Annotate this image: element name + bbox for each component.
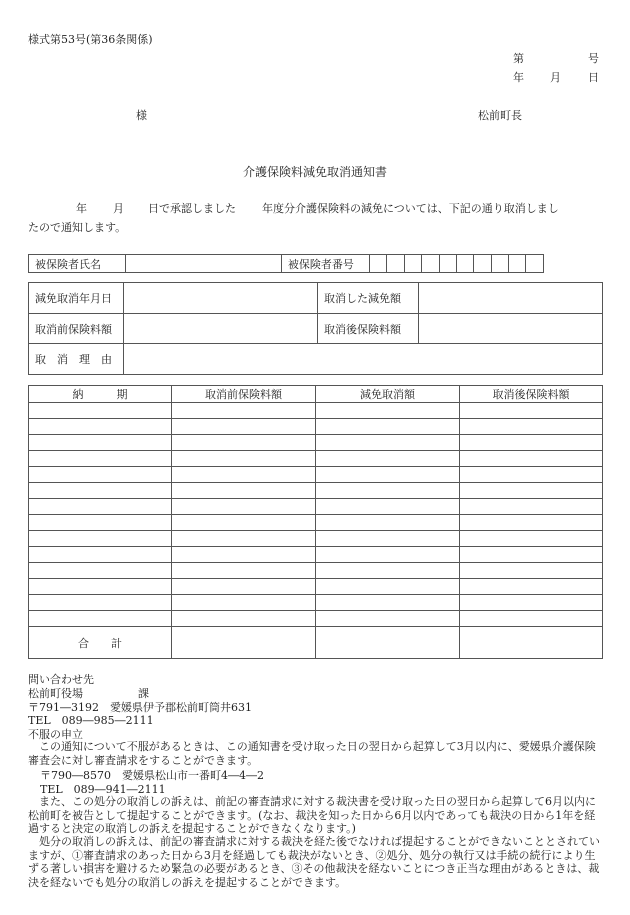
appeal-paragraph-1: この通知について不服があるときは、この通知書を受け取った日の翌日から起算して3月以内に、愛媛県介護保険審査会に対し審査請求をすることができます。 xyxy=(28,740,596,767)
appeal-paragraph-3: 処分の取消しの訴えは、前記の審査請求に対する裁決を経た後でなければ提起することができないこととされていますが、①審査請求のあった日から3月を経過しても裁決がないとき、②処分、処分の執行又は手続の続行により生ずる著しい損害を避けるため緊急の必要があるとき、③その他裁決を経ないことにつき正当な理由があるときは、裁決を経ないでも処分の取消しの訴えを提起することができます。 xyxy=(28,835,600,890)
cell[interactable] xyxy=(172,403,316,419)
issue-date-month: 月 xyxy=(550,71,561,84)
insured-number-digit[interactable] xyxy=(439,255,456,273)
table-row xyxy=(29,579,603,595)
cell[interactable] xyxy=(460,595,603,611)
cell[interactable] xyxy=(29,419,172,435)
cell[interactable] xyxy=(316,579,460,595)
total-cancel-amount[interactable] xyxy=(316,627,460,659)
cell[interactable] xyxy=(29,403,172,419)
issue-date-year: 年 xyxy=(513,71,524,84)
cell[interactable] xyxy=(316,483,460,499)
cell[interactable] xyxy=(316,563,460,579)
contact-office: 松前町役場 xyxy=(28,687,83,700)
intro-day-text: 日で承認しました xyxy=(148,202,236,215)
table-row xyxy=(29,435,603,451)
table-row xyxy=(29,403,603,419)
cell[interactable] xyxy=(316,419,460,435)
cell[interactable] xyxy=(29,499,172,515)
cell[interactable] xyxy=(172,451,316,467)
cancel-date-field[interactable] xyxy=(124,283,318,314)
cell[interactable] xyxy=(460,499,603,515)
cell[interactable] xyxy=(316,547,460,563)
table-row xyxy=(29,515,603,531)
cell[interactable] xyxy=(316,499,460,515)
cell[interactable] xyxy=(29,563,172,579)
appeal-paragraph-2: また、この処分の取消しの訴えは、前記の審査請求に対する裁決書を受け取った日の翌日から起算して6月以内に松前町を被告として提起することができます。(なお、裁決を知った日から6月以内であっても裁決の日から1年を経過すると決定の取消しの訴えを提起することができなくなります。) xyxy=(28,795,596,836)
insured-number-label: 被保険者番号 xyxy=(281,255,369,273)
table-row xyxy=(29,611,603,627)
appeal-tel: TEL 089―941―2111 xyxy=(40,783,166,796)
insured-number-digit[interactable] xyxy=(387,255,404,273)
cell[interactable] xyxy=(29,451,172,467)
table-row xyxy=(29,419,603,435)
table-row xyxy=(29,595,603,611)
contact-address: 〒791―3192 愛媛県伊予郡松前町筒井631 xyxy=(28,701,252,714)
insured-number-digit[interactable] xyxy=(456,255,473,273)
insured-number-digit[interactable] xyxy=(369,255,386,273)
addressee-suffix: 様 xyxy=(136,109,147,122)
cell[interactable] xyxy=(316,595,460,611)
header-cancel-amount: 減免取消額 xyxy=(316,386,460,403)
cell[interactable] xyxy=(460,531,603,547)
cell[interactable] xyxy=(172,435,316,451)
insured-number-digit[interactable] xyxy=(474,255,491,273)
cell[interactable] xyxy=(172,579,316,595)
cell[interactable] xyxy=(29,595,172,611)
cell[interactable] xyxy=(29,483,172,499)
cell[interactable] xyxy=(316,531,460,547)
total-before-amount[interactable] xyxy=(172,627,316,659)
cell[interactable] xyxy=(29,611,172,627)
schedule-table xyxy=(28,385,603,659)
cell[interactable] xyxy=(460,467,603,483)
total-after-amount[interactable] xyxy=(460,627,603,659)
cell[interactable] xyxy=(316,403,460,419)
cell[interactable] xyxy=(172,563,316,579)
insured-number-digit[interactable] xyxy=(422,255,439,273)
cell[interactable] xyxy=(172,499,316,515)
reason-field[interactable] xyxy=(124,344,603,375)
table-row xyxy=(29,547,603,563)
insured-name-label: 被保険者氏名 xyxy=(29,255,126,273)
cell[interactable] xyxy=(316,515,460,531)
cell[interactable] xyxy=(29,547,172,563)
header-due-date: 納 期 xyxy=(29,386,172,403)
cell[interactable] xyxy=(29,467,172,483)
cell[interactable] xyxy=(460,451,603,467)
insured-name-field[interactable] xyxy=(126,255,282,273)
table-row xyxy=(29,451,603,467)
cell[interactable] xyxy=(316,451,460,467)
cell[interactable] xyxy=(172,467,316,483)
cell[interactable] xyxy=(172,531,316,547)
cell[interactable] xyxy=(172,419,316,435)
cell[interactable] xyxy=(460,611,603,627)
form-number: 様式第53号(第36条関係) xyxy=(28,33,153,46)
appeal-heading: 不服の申立 xyxy=(28,728,83,741)
total-row xyxy=(29,627,603,659)
issue-date-day: 日 xyxy=(588,71,599,84)
header-after-amount: 取消後保険料額 xyxy=(460,386,603,403)
insured-number-digit[interactable] xyxy=(491,255,508,273)
cell[interactable] xyxy=(172,547,316,563)
cell[interactable] xyxy=(460,435,603,451)
cell[interactable] xyxy=(29,531,172,547)
issue-number-suffix: 号 xyxy=(588,52,599,65)
cell[interactable] xyxy=(29,579,172,595)
intro-year: 年 xyxy=(76,202,87,215)
insured-number-digit[interactable] xyxy=(509,255,526,273)
document-title: 介護保険料減免取消通知書 xyxy=(243,165,388,179)
issuer: 松前町長 xyxy=(478,109,522,122)
reason-label: 取 消 理 由 xyxy=(29,344,124,375)
cell[interactable] xyxy=(29,435,172,451)
cell[interactable] xyxy=(316,467,460,483)
cell[interactable] xyxy=(460,515,603,531)
issue-number-prefix: 第 xyxy=(513,52,524,65)
contact-heading: 問い合わせ先 xyxy=(28,673,94,686)
table-row xyxy=(29,483,603,499)
insured-table xyxy=(28,254,544,273)
cell[interactable] xyxy=(172,515,316,531)
intro-rest: 年度分介護保険料の減免については、下記の通り取消しまし xyxy=(262,202,559,215)
cell[interactable] xyxy=(172,483,316,499)
cancelled-amount-field[interactable] xyxy=(419,283,603,314)
cell[interactable] xyxy=(460,563,603,579)
header-before-amount: 取消前保険料額 xyxy=(172,386,316,403)
before-amount-label: 取消前保険料額 xyxy=(29,314,124,344)
before-amount-field[interactable] xyxy=(124,314,318,344)
cancelled-amount-label: 取消した減免額 xyxy=(318,283,419,314)
intro-line2: たので通知します。 xyxy=(28,221,127,234)
cell[interactable] xyxy=(172,611,316,627)
cell[interactable] xyxy=(460,419,603,435)
cell[interactable] xyxy=(316,435,460,451)
table-row xyxy=(29,563,603,579)
cell[interactable] xyxy=(316,611,460,627)
intro-month: 月 xyxy=(113,202,124,215)
insured-number-digit[interactable] xyxy=(404,255,421,273)
total-label: 合 計 xyxy=(29,627,172,659)
cell[interactable] xyxy=(460,579,603,595)
contact-section: 課 xyxy=(138,687,149,700)
contact-tel: TEL 089―985―2111 xyxy=(28,714,154,727)
cell[interactable] xyxy=(460,547,603,563)
cell[interactable] xyxy=(460,403,603,419)
cell[interactable] xyxy=(172,595,316,611)
cancel-date-label: 減免取消年月日 xyxy=(29,283,124,314)
appeal-address: 〒790―8570 愛媛県松山市一番町4―4―2 xyxy=(40,769,264,782)
insured-number-digit[interactable] xyxy=(526,255,544,273)
after-amount-label: 取消後保険料額 xyxy=(318,314,419,344)
cell[interactable] xyxy=(29,515,172,531)
cell[interactable] xyxy=(460,483,603,499)
after-amount-field[interactable] xyxy=(419,314,603,344)
table-row xyxy=(29,467,603,483)
detail-table xyxy=(28,282,603,375)
table-row xyxy=(29,499,603,515)
table-row xyxy=(29,531,603,547)
